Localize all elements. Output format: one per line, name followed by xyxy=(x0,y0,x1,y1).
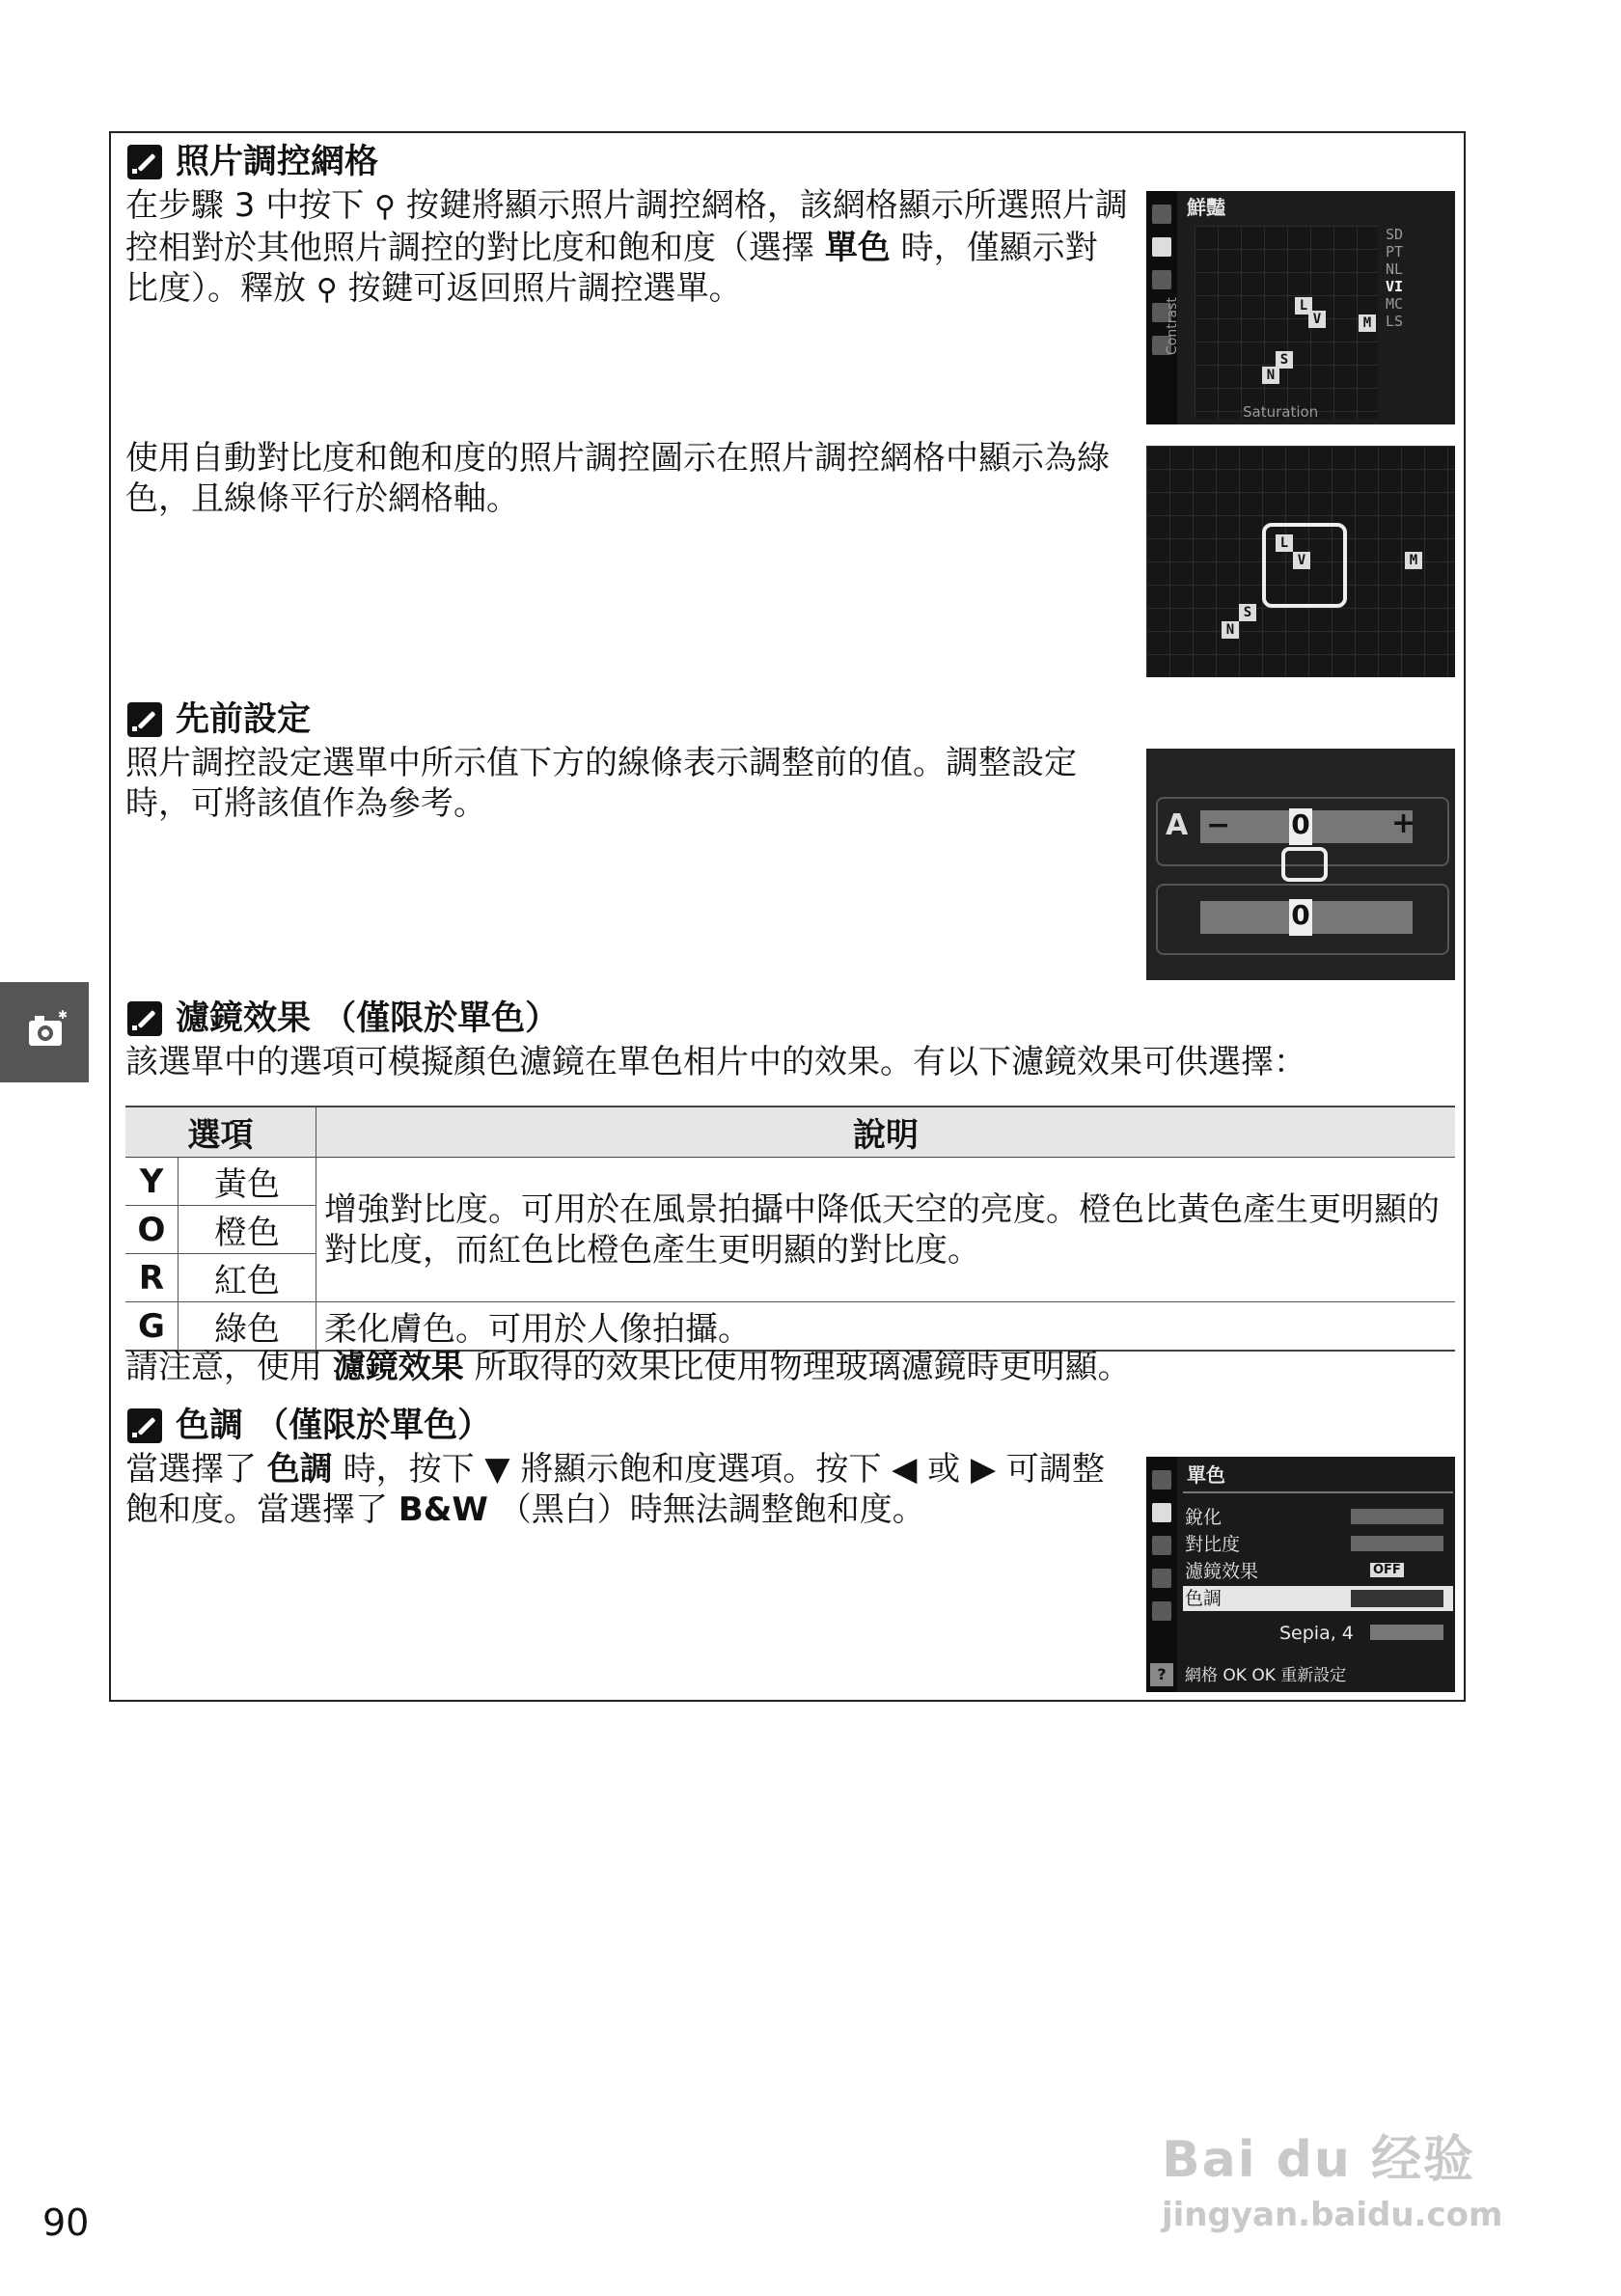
zoom-mark-S: S xyxy=(1239,604,1256,621)
table-header-row xyxy=(125,1107,1455,1158)
filter-value: OFF xyxy=(1370,1563,1404,1577)
section-title-previous: 先前設定 xyxy=(127,698,311,741)
filter-intro: 該選單中的選項可模擬顏色濾鏡在單色相片中的效果。有以下濾鏡效果可供選擇： xyxy=(125,1043,1306,1081)
note-pencil-icon xyxy=(127,145,162,179)
table-row: G 綠色 柔化膚色。可用於人像拍攝。 xyxy=(125,1302,1455,1352)
camera-section-tab xyxy=(0,982,89,1082)
baidu-watermark-logo: Bai du 经验 xyxy=(1162,2131,1475,2189)
grid-paragraph-2: 使用自動對比度和飽和度的照片調控圖示在照片調控網格中顯示為綠色，且線條平行於網格軸。 xyxy=(125,439,1110,518)
toning-value: Sepia, 4 xyxy=(1279,1623,1354,1644)
grid-mark-M: M xyxy=(1359,314,1376,332)
section-title-grid: 照片調控網格 xyxy=(127,141,378,183)
grid-mark-S: S xyxy=(1276,351,1293,369)
sharpening-bar xyxy=(1351,1509,1443,1524)
table-row: R 紅色 xyxy=(125,1254,1455,1302)
zoom-mark-N: N xyxy=(1222,621,1239,639)
toning-bar xyxy=(1351,1590,1443,1607)
menu-title: 單色 xyxy=(1187,1463,1225,1487)
axis-saturation-label: Saturation xyxy=(1243,403,1319,421)
table-row: O 橙色 xyxy=(125,1206,1455,1254)
screen-title: 鮮豔 xyxy=(1187,196,1225,219)
menu-item-sharpening[interactable]: 銳化 xyxy=(1185,1507,1223,1528)
zoom-mark-M: M xyxy=(1405,552,1422,569)
monochrome-menu-screen xyxy=(1146,1457,1455,1692)
filter-options-table xyxy=(125,1106,1455,1352)
zoom-mark-L: L xyxy=(1276,534,1293,552)
picture-control-legend: SD PT NL VI MC LS xyxy=(1386,226,1404,330)
bar-minus: − xyxy=(1206,808,1231,842)
baidu-watermark-url: jingyan.baidu.com xyxy=(1162,2196,1503,2234)
menu-item-filter[interactable]: 濾鏡效果 xyxy=(1185,1561,1259,1582)
grid-paragraph-1: 在步驟 3 中按下 ⚲ 按鍵將顯示照片調控網格，該網格顯示所選照片調控相對於其他照片調控的對比度和飽和度（選擇 單色 時，僅顯示對比度）。釋放 ⚲ 按鍵可返回照片調控選單。 xyxy=(125,185,1129,311)
bar-current-value-2: 0 xyxy=(1289,899,1312,936)
menu-footer: 網格 OK OK 重新設定 xyxy=(1185,1666,1347,1685)
bar-current-value: 0 xyxy=(1289,808,1312,845)
page-number: 90 xyxy=(42,2201,90,2244)
note-pencil-icon xyxy=(127,1408,162,1443)
previous-settings-screen xyxy=(1146,749,1455,980)
previous-value-marker xyxy=(1281,847,1328,882)
grid-mark-V: V xyxy=(1308,311,1326,328)
bar-plus: + xyxy=(1391,806,1416,840)
svg-text:✱: ✱ xyxy=(58,1008,69,1022)
previous-paragraph: 照片調控設定選單中所示值下方的線條表示調整前的值。調整設定時，可將該值作為參考。 xyxy=(125,744,1077,823)
section-title-toning: 色調 （僅限於單色） xyxy=(127,1405,491,1447)
picture-control-grid-zoom-screen xyxy=(1146,446,1455,677)
zoom-mark-V: V xyxy=(1293,552,1310,569)
filter-note: 請注意，使用 濾鏡效果 所取得的效果比使用物理玻璃濾鏡時更明顯。 xyxy=(125,1348,1131,1386)
grid-mark-L: L xyxy=(1295,297,1312,314)
section-title-filter: 濾鏡效果 （僅限於單色） xyxy=(127,998,559,1040)
menu-item-contrast[interactable]: 對比度 xyxy=(1185,1534,1241,1555)
menu-item-toning[interactable]: 色調 xyxy=(1185,1588,1223,1609)
shared-description: 增強對比度。可用於在風景拍攝中降低天空的亮度。橙色比黃色產生更明顯的對比度，而紅色比橙色產生更明顯的對比度。 xyxy=(316,1158,1456,1302)
help-icon: ? xyxy=(1150,1663,1173,1686)
menu-tab-icons xyxy=(1146,1457,1177,1692)
zoom-in-icon: ⚲ xyxy=(316,273,338,307)
table-row: Y 黃色 增強對比度。可用於在風景拍攝中降低天空的亮度。橙色比黃色產生更明顯的對比度，而紅色比橙色產生更明顯的對比度。 xyxy=(125,1158,1455,1206)
contrast-saturation-grid xyxy=(1195,226,1378,419)
zoom-in-icon: ⚲ xyxy=(374,190,397,224)
grid-mark-N: N xyxy=(1262,367,1279,384)
axis-contrast-label: Contrast xyxy=(1165,297,1180,355)
column-header-option: 選項 xyxy=(125,1107,316,1158)
column-header-description: 說明 xyxy=(316,1107,1456,1158)
toning-paragraph: 當選擇了 色調 時，按下 ▼ 將顯示飽和度選項。按下 ◀ 或 ▶ 可調整飽和度。當選擇了 B&W （黑白）時無法調整飽和度。 xyxy=(125,1450,1105,1529)
camera-icon xyxy=(0,982,89,1082)
saturation-bar xyxy=(1370,1625,1443,1640)
note-pencil-icon xyxy=(127,1001,162,1036)
contrast-bar xyxy=(1351,1536,1443,1551)
bar-label-A: A xyxy=(1166,808,1189,842)
picture-control-grid-screen xyxy=(1146,191,1455,424)
note-pencil-icon xyxy=(127,702,162,737)
